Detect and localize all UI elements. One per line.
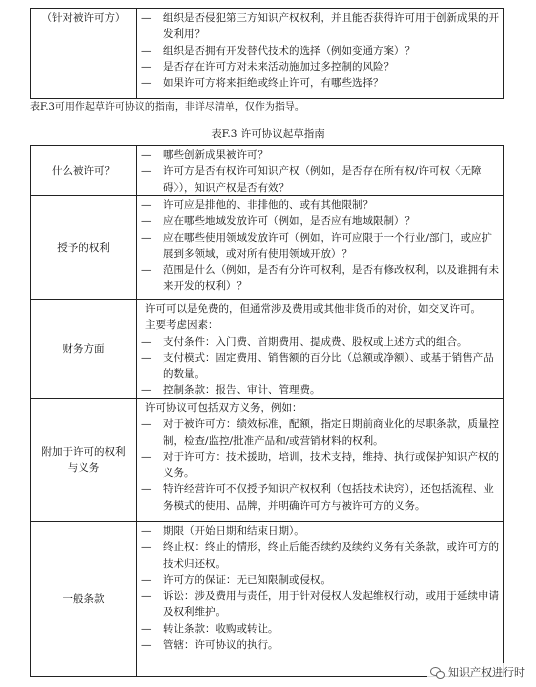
dash-bullet: — <box>141 44 152 57</box>
bullet-item <box>141 334 499 350</box>
bullet-item <box>141 621 499 637</box>
row-content <box>137 146 503 198</box>
item-text: 许可协议可包括双方义务，例如： <box>145 402 303 414</box>
item-text: 支付模式：固定费用、销售额的百分比（总额或净额）、或基于销售产品的数量。 <box>163 351 494 381</box>
item-text: 许可方是否有权许可知识产权（例如，是否存在所有权/许可权〈无障碍〉），知识产权是否有效？ <box>163 165 482 194</box>
bullet-item <box>141 213 499 229</box>
dash-bullet: — <box>141 384 152 397</box>
dash-bullet: — <box>141 77 152 90</box>
row-label: 附加于许可的权利与义务 <box>31 399 137 521</box>
paragraph-item <box>141 301 499 317</box>
table-caption: 表F.3 许可协议起草指南 <box>211 128 325 140</box>
dash-bullet: — <box>141 639 152 652</box>
row-label: 财务方面 <box>31 300 137 398</box>
bullet-item <box>141 572 499 588</box>
row-label: 一般条款 <box>31 522 137 676</box>
table-row <box>31 522 503 676</box>
row-content <box>137 399 503 516</box>
bullet-item <box>141 588 499 621</box>
dash-bullet: — <box>141 215 152 228</box>
item-text: 如果许可方将来拒绝或终止许可，有哪些选择？ <box>163 77 384 90</box>
table-row <box>31 399 503 522</box>
top-table-content <box>137 9 503 93</box>
bullet-item <box>141 350 499 383</box>
watermark-text: 知识产权进行时 <box>448 666 525 679</box>
bullet-item <box>141 262 499 295</box>
dash-bullet: — <box>141 264 152 277</box>
dash-bullet: — <box>141 573 152 586</box>
bullet-item <box>141 163 499 196</box>
item-text: 应在哪些地域发放许可（例如，是否应有地域限制）？ <box>163 215 415 228</box>
dash-bullet: — <box>141 541 152 554</box>
bullet-item <box>141 230 499 263</box>
dash-bullet: — <box>141 165 152 178</box>
dash-bullet: — <box>141 199 152 211</box>
bullet-item <box>141 43 499 59</box>
bullet-item <box>141 416 499 449</box>
dash-bullet: — <box>141 12 152 24</box>
row-label: 授予的权利 <box>31 196 137 299</box>
item-text: 终止权：终止的情形，终止后能否续约及续约义务有关条款，或许可方的技术归还权。 <box>163 541 499 570</box>
bullet-item <box>141 449 499 482</box>
row-content <box>137 300 503 401</box>
dash-bullet: — <box>141 149 152 161</box>
item-text: 应在哪些使用领域发放许可（例如，许可应限于一个行业/部门，或应扩展到多领域，或对所有使用领域开放）？ <box>163 231 493 260</box>
item-text: 对于许可方：技术援助，培训，技术支持，维持、执行或保护知识产权的义务。 <box>163 450 499 480</box>
item-text: 控制条款：报告、审计、管理费。 <box>163 384 321 397</box>
dash-bullet: — <box>141 525 152 537</box>
bullet-item <box>141 147 499 163</box>
bullet-item <box>141 197 499 213</box>
bullet-item <box>141 10 499 43</box>
bullet-item <box>141 481 499 514</box>
item-text: 是否存在许可方对未来活动施加过多控制的风险？ <box>163 60 394 73</box>
wechat-watermark <box>427 663 528 681</box>
dash-bullet: — <box>141 622 152 635</box>
item-text: 范围是什么（例如，是否有分许可权利，是否有修改权利，以及谁拥有未来开发的权利）？ <box>163 264 499 293</box>
bullet-item <box>141 523 499 539</box>
item-text: 许可方的保证：无已知限制或侵权。 <box>163 573 331 586</box>
bullet-item <box>141 59 499 75</box>
item-text: 主要考虑因素： <box>145 319 219 332</box>
bullet-item <box>141 382 499 398</box>
top-table-row <box>31 9 503 98</box>
item-text: 特许经营许可不仅授予知识产权权利（包括技术诀窍），还包括流程、业务模式的使用、品牌，并明确许可方与被许可方的义务。 <box>163 483 494 512</box>
dash-bullet: — <box>141 483 152 496</box>
item-text: 诉讼：涉及费用与责任，用于针对侵权人发起维权行动，或用于延续申请及权利维护。 <box>163 590 499 619</box>
table-note: 表F.3可用作起草许可协议的指南，非详尽清单，仅作为指导。 <box>30 102 305 113</box>
dash-bullet: — <box>141 590 152 603</box>
item-text: 哪些创新成果被许可？ <box>163 149 268 161</box>
top-table <box>30 8 504 99</box>
item-text: 期限（开始日期和结束日期）。 <box>163 525 305 537</box>
dash-bullet: — <box>141 351 152 364</box>
bullet-item <box>141 637 499 653</box>
bullet-item <box>141 75 499 91</box>
item-text: 支付条件：入门费、首期费用、提成费、股权或上述方式的组合。 <box>163 335 468 348</box>
bullet-item <box>141 539 499 572</box>
item-text: 许可可以是免费的，但通常涉及费用或其他非货币的对价，如交叉许可。 <box>145 303 481 315</box>
item-text: 组织是否拥有开发替代技术的选择（例如变通方案）？ <box>163 44 415 57</box>
row-content <box>137 522 503 655</box>
dash-bullet: — <box>141 231 152 244</box>
paragraph-item <box>141 317 499 333</box>
table-row <box>31 300 503 399</box>
dash-bullet: — <box>141 450 152 463</box>
item-text: 管辖：许可协议的执行。 <box>163 639 279 652</box>
item-text: 对于被许可方：绩效标准，配额，指定日期前商业化的尽职条款，质量控制，检查/监控/批准产品和/或营销材料的权利。 <box>163 418 499 447</box>
table-row <box>31 146 503 196</box>
row-content <box>137 196 503 297</box>
top-table-label: （针对被许可方） <box>31 9 137 98</box>
row-label: 什么被许可？ <box>31 146 137 195</box>
dash-bullet: — <box>141 60 152 73</box>
wechat-icon <box>430 666 444 678</box>
item-text: 转让条款：收购或转让。 <box>163 622 279 635</box>
dash-bullet: — <box>141 418 152 431</box>
paragraph-item <box>141 400 499 416</box>
table-row <box>31 196 503 300</box>
item-text: 许可应是排他的、非排他的、或有其他限制？ <box>163 199 373 211</box>
item-text: 组织是否侵犯第三方知识产权权利，并且能否获得许可用于创新成果的开发利用？ <box>163 12 499 41</box>
dash-bullet: — <box>141 335 152 348</box>
license-drafting-table <box>30 145 504 677</box>
